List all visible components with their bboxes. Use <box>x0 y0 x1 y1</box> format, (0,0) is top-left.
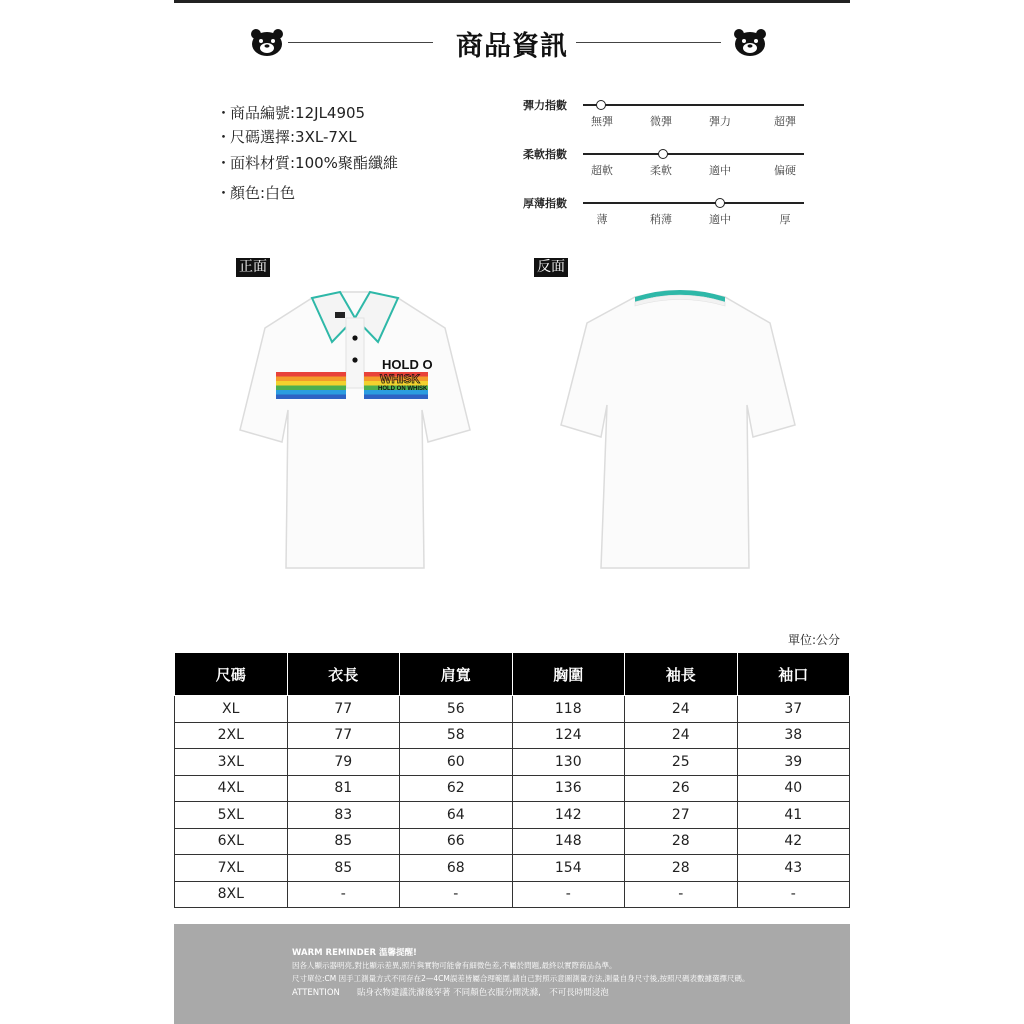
table-cell: 28 <box>625 828 738 855</box>
table-row <box>175 802 850 829</box>
table-cell: 43 <box>737 855 850 882</box>
table-cell: 39 <box>737 749 850 776</box>
table-cell: 81 <box>287 775 400 802</box>
column-header: 衣長 <box>287 653 400 696</box>
scale-tick-label: 超彈 <box>774 115 796 128</box>
column-header: 尺碼 <box>175 653 288 696</box>
page-title: 商品資訊 <box>456 31 568 62</box>
column-header: 肩寬 <box>400 653 513 696</box>
rainbow-stripe-5 <box>276 390 346 395</box>
front-view-tag: 正面 <box>236 258 270 277</box>
column-header: 袖長 <box>625 653 738 696</box>
scale-bar <box>583 153 804 155</box>
table-cell: 83 <box>287 802 400 829</box>
table-cell: 24 <box>625 722 738 749</box>
table-cell: 5XL <box>175 802 288 829</box>
scale-marker <box>596 100 606 110</box>
table-cell: - <box>737 881 850 908</box>
spec-color: ・顏色:白色 <box>216 184 296 202</box>
top-rule <box>174 0 850 3</box>
table-cell: 124 <box>512 722 625 749</box>
table-cell: 62 <box>400 775 513 802</box>
back-view-tag: 反面 <box>534 258 568 277</box>
table-row <box>175 828 850 855</box>
scale-tick-label: 薄 <box>596 213 608 226</box>
scale-tick-label: 稍薄 <box>650 213 672 226</box>
scale-bar <box>583 202 804 204</box>
table-cell: 8XL <box>175 881 288 908</box>
table-cell: XL <box>175 696 288 723</box>
scale-label: 彈力指數 <box>523 99 567 112</box>
scale-label: 柔軟指數 <box>523 148 567 161</box>
table-cell: 2XL <box>175 722 288 749</box>
print-line-2: WHISK <box>380 372 420 386</box>
scale-tick-label: 微彈 <box>650 115 672 128</box>
table-cell: 25 <box>625 749 738 776</box>
scale-tick-label: 柔軟 <box>650 164 672 177</box>
table-cell: 28 <box>625 855 738 882</box>
reminder-line-3: ATTENTION 貼身衣物建議洗滌後穿著 不同顏色衣服分開洗滌, 不可長時間浸泡 <box>292 988 609 998</box>
table-cell: 38 <box>737 722 850 749</box>
table-row <box>175 775 850 802</box>
table-cell: 66 <box>400 828 513 855</box>
print-line-3: HOLD ON WHISK <box>378 386 428 392</box>
column-header: 袖口 <box>737 653 850 696</box>
scale-marker <box>715 198 725 208</box>
table-cell: 41 <box>737 802 850 829</box>
table-cell: 37 <box>737 696 850 723</box>
table-cell: 3XL <box>175 749 288 776</box>
table-cell: - <box>287 881 400 908</box>
rainbow-stripe-6 <box>276 395 346 400</box>
scale-tick-label: 適中 <box>709 164 731 177</box>
rainbow-stripe-1 <box>276 372 346 377</box>
table-cell: - <box>625 881 738 908</box>
table-cell: 142 <box>512 802 625 829</box>
print-line-1: HOLD O <box>382 357 433 372</box>
table-row <box>175 749 850 776</box>
reminder-title: WARM REMINDER 溫馨提醒! <box>292 948 417 958</box>
column-header: 胸圍 <box>512 653 625 696</box>
table-cell: 85 <box>287 855 400 882</box>
table-cell: - <box>512 881 625 908</box>
table-cell: 26 <box>625 775 738 802</box>
shirt-front-image <box>230 290 480 570</box>
table-row <box>175 855 850 882</box>
table-row <box>175 696 850 723</box>
table-cell: 40 <box>737 775 850 802</box>
spec-material: ・面料材質:100%聚酯纖維 <box>216 154 398 172</box>
spec-size-range: ・尺碼選擇:3XL-7XL <box>216 128 357 146</box>
scale-tick-label: 彈力 <box>709 115 731 128</box>
table-cell: 64 <box>400 802 513 829</box>
table-cell: 24 <box>625 696 738 723</box>
table-cell: 7XL <box>175 855 288 882</box>
rainbow-stripe-2 <box>276 377 346 382</box>
table-cell: 118 <box>512 696 625 723</box>
reminder-line-1: 因各人顯示器明亮,對比顯示差異,照片與實物可能會有細微色差,不屬於問題,最終以實際商品為準。 <box>292 961 617 970</box>
table-row <box>175 881 850 908</box>
scale-label: 厚薄指數 <box>523 197 567 210</box>
table-cell: 79 <box>287 749 400 776</box>
unit-label: 單位:公分 <box>788 633 841 647</box>
table-header-row <box>175 653 850 696</box>
scale-tick-label: 超軟 <box>591 164 613 177</box>
shirt-back-image <box>555 285 805 570</box>
scale-tick-label: 適中 <box>709 213 731 226</box>
scale-tick-label: 偏硬 <box>774 164 796 177</box>
rainbow-stripe-4 <box>276 386 346 391</box>
table-cell: 68 <box>400 855 513 882</box>
table-cell: 136 <box>512 775 625 802</box>
scale-marker <box>658 149 668 159</box>
table-cell: 130 <box>512 749 625 776</box>
bear-logo-icon <box>733 28 767 56</box>
table-cell: - <box>400 881 513 908</box>
table-cell: 58 <box>400 722 513 749</box>
size-chart-table <box>174 652 850 908</box>
table-cell: 56 <box>400 696 513 723</box>
table-cell: 77 <box>287 696 400 723</box>
table-cell: 85 <box>287 828 400 855</box>
spec-product-code: ・商品編號:12JL4905 <box>216 104 366 122</box>
table-cell: 60 <box>400 749 513 776</box>
table-cell: 6XL <box>175 828 288 855</box>
table-cell: 148 <box>512 828 625 855</box>
scale-bar <box>583 104 804 106</box>
rainbow-stripe-3 <box>276 381 346 386</box>
scale-tick-label: 無彈 <box>591 115 613 128</box>
table-row <box>175 722 850 749</box>
reminder-line-2: 尺寸單位:CM 因手工測量方式不同存在2—4CM誤差皆屬合理範圍,請自己對照示意圖測量方法,測量自身尺寸後,按照尺碼表數據選擇尺碼。 <box>292 974 750 983</box>
scale-tick-label: 厚 <box>779 213 791 226</box>
title-rule-right <box>576 42 721 43</box>
table-cell: 154 <box>512 855 625 882</box>
table-cell: 27 <box>625 802 738 829</box>
table-cell: 77 <box>287 722 400 749</box>
table-cell: 4XL <box>175 775 288 802</box>
table-cell: 42 <box>737 828 850 855</box>
